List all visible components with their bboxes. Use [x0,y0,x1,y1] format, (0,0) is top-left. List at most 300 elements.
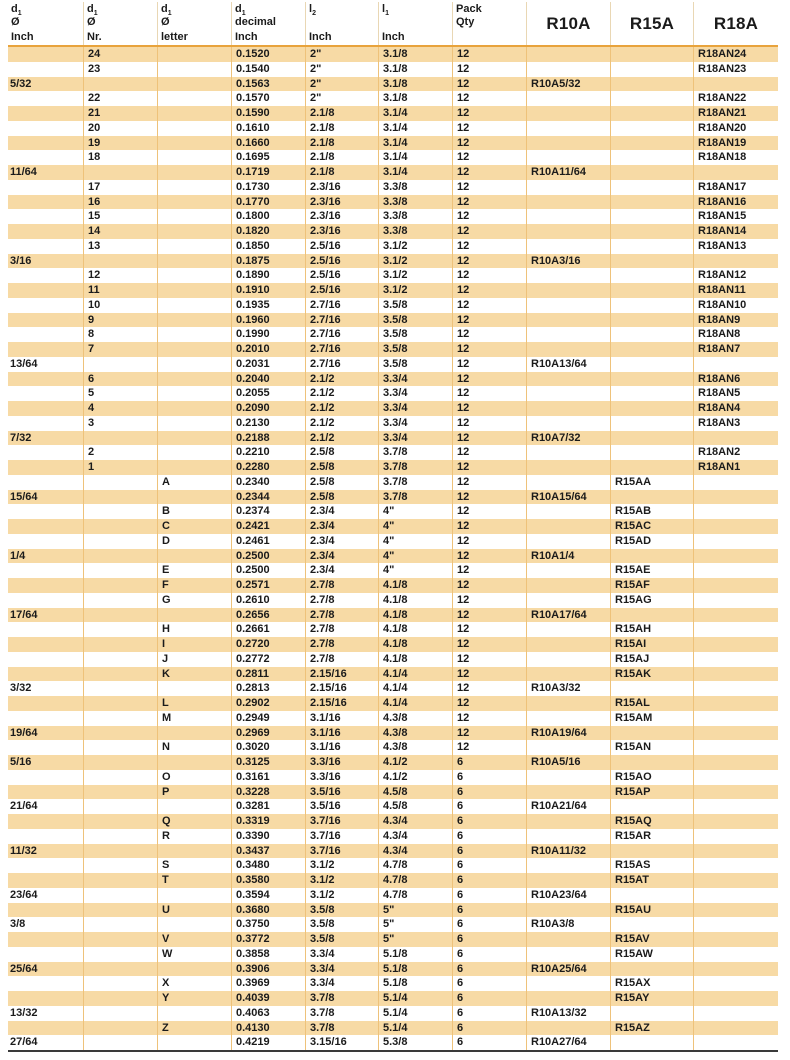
cell-r10a [526,313,610,328]
table-row [8,799,778,814]
cell-pack_qty: 12 [452,593,526,608]
cell-l2_inch: 3.15/16 [305,1035,378,1050]
cell-r10a [526,991,610,1006]
cell-d1_decimal: 0.2969 [231,726,305,741]
cell-r15a: R15AW [610,947,693,962]
cell-d1_inch: 5/16 [10,756,32,768]
cell-r18a [693,608,778,623]
cell-d1_letter [157,608,231,623]
cell-l1_inch: 4.3/8 [378,740,452,755]
cell-r15a [610,136,693,151]
table-row [8,785,778,800]
cell-d1_nr [83,549,157,564]
cell-l2_inch: 3.3/4 [305,962,378,977]
cell-r10a [526,858,610,873]
cell-d1_nr [83,755,157,770]
cell-r15a [610,254,693,269]
cell-r10a [526,150,610,165]
cell-pack_qty: 12 [452,490,526,505]
cell-d1_nr [83,593,157,608]
cell-r10a [526,268,610,283]
cell-r18a: R18AN21 [693,106,778,121]
cell-r18a: R18AN18 [693,150,778,165]
cell-d1_letter: L [157,696,231,711]
cell-r15a [610,209,693,224]
cell-pack_qty: 6 [452,932,526,947]
header-diameter-icon: Ø [161,16,170,28]
cell-d1_decimal: 0.1960 [231,313,305,328]
cell-pack_qty: 12 [452,578,526,593]
cell-d1_letter [157,490,231,505]
cell-pack_qty: 12 [452,239,526,254]
col-header-d1-decimal [231,2,305,45]
cell-d1_inch [8,62,83,77]
cell-pack_qty: 12 [452,622,526,637]
cell-l1_inch: 4.1/8 [378,637,452,652]
cell-r10a [526,873,610,888]
cell-d1_nr: 14 [83,224,157,239]
cell-d1_nr [83,844,157,859]
cell-l1_inch: 3.7/8 [378,475,452,490]
cell-r18a [693,991,778,1006]
cell-d1_nr [83,888,157,903]
cell-r18a [693,357,778,372]
table-row [8,62,778,77]
table-row [8,386,778,401]
cell-pack_qty: 12 [452,298,526,313]
cell-pack_qty: 12 [452,563,526,578]
cell-r10a [526,416,610,431]
cell-r10a [526,711,610,726]
cell-d1_letter [157,268,231,283]
cell-d1_nr [83,534,157,549]
cell-l2_inch: 2.1/8 [305,121,378,136]
cell-r18a [693,637,778,652]
cell-d1_inch [8,283,83,298]
cell-d1_inch: 1/4 [10,549,26,562]
table-row [8,165,778,180]
cell-l1_inch: 4.1/2 [378,770,452,785]
cell-l2_inch: 3.5/8 [305,932,378,947]
table-row [8,195,778,210]
cell-pack_qty: 12 [452,445,526,460]
cell-l1_inch: 4" [378,504,452,519]
header-label: Qty [456,16,475,28]
cell-d1_inch [8,121,83,136]
cell-r18a [693,829,778,844]
cell-pack_qty: 12 [452,667,526,682]
cell-r18a [693,534,778,549]
cell-d1_nr [83,711,157,726]
cell-d1_inch [8,504,83,519]
cell-r18a [693,593,778,608]
cell-r15a [610,844,693,859]
cell-r18a [693,888,778,903]
cell-d1_decimal: 0.1719 [231,165,305,180]
cell-r15a [610,91,693,106]
cell-r15a: R15AV [610,932,693,947]
cell-l2_inch: 2.1/8 [305,136,378,151]
cell-d1_nr: 5 [83,386,157,401]
cell-r18a [693,962,778,977]
cell-r18a [693,770,778,785]
cell-d1_letter: I [157,637,231,652]
cell-pack_qty: 6 [452,1035,526,1050]
cell-r10a: R10A11/64 [526,165,610,180]
cell-l1_inch: 3.5/8 [378,298,452,313]
cell-r18a: R18AN20 [693,121,778,136]
cell-d1_letter [157,372,231,387]
table-row [8,593,778,608]
cell-l2_inch: 2.5/16 [305,239,378,254]
cell-d1_nr [83,608,157,623]
cell-l1_inch: 3.1/2 [378,254,452,269]
cell-r18a [693,563,778,578]
cell-r10a: R10A5/32 [526,77,610,92]
cell-l2_inch: 2" [305,91,378,106]
cell-d1_inch: 23/64 [10,888,38,901]
cell-r18a [693,858,778,873]
cell-l1_inch: 5.1/8 [378,962,452,977]
cell-d1_decimal: 0.1540 [231,62,305,77]
cell-d1_decimal: 0.2210 [231,445,305,460]
cell-r18a [693,578,778,593]
cell-d1_decimal: 0.2610 [231,593,305,608]
table-row [8,1021,778,1036]
table-row [8,711,778,726]
cell-d1_letter [157,401,231,416]
table-row [8,136,778,151]
cell-d1_inch [8,637,83,652]
cell-r10a [526,785,610,800]
cell-d1_letter [157,1035,231,1050]
cell-d1_inch [8,239,83,254]
table-row [8,962,778,977]
cell-r10a: R10A1/4 [526,549,610,564]
cell-d1_inch [8,593,83,608]
cell-r18a [693,785,778,800]
cell-d1_nr: 21 [83,106,157,121]
cell-d1_nr: 19 [83,136,157,151]
cell-r15a [610,1035,693,1050]
cell-d1_inch [8,652,83,667]
cell-d1_decimal: 0.2340 [231,475,305,490]
table-header-row [8,2,778,47]
cell-r18a: R18AN11 [693,283,778,298]
cell-l1_inch: 3.3/4 [378,431,452,446]
cell-r18a [693,475,778,490]
cell-r15a [610,1006,693,1021]
header-symbol: $d_1$ [161,3,172,18]
cell-r15a [610,888,693,903]
cell-d1_inch [8,770,83,785]
cell-r18a: R18AN6 [693,372,778,387]
cell-l1_inch: 3.7/8 [378,445,452,460]
cell-r10a [526,47,610,62]
cell-l1_inch: 3.3/8 [378,209,452,224]
cell-l2_inch: 2.3/16 [305,209,378,224]
cell-l2_inch: 2.7/8 [305,608,378,623]
cell-d1_letter [157,62,231,77]
cell-l2_inch: 3.3/16 [305,770,378,785]
cell-d1_letter [157,121,231,136]
cell-d1_decimal: 0.2421 [231,519,305,534]
cell-r10a [526,475,610,490]
cell-r18a [693,696,778,711]
cell-l2_inch: 2.5/16 [305,254,378,269]
cell-d1_letter [157,342,231,357]
cell-r18a [693,681,778,696]
cell-d1_nr [83,519,157,534]
table-row [8,844,778,859]
cell-l1_inch: 4.1/8 [378,578,452,593]
cell-d1_nr: 7 [83,342,157,357]
cell-d1_decimal: 0.1563 [231,77,305,92]
cell-pack_qty: 6 [452,962,526,977]
cell-r10a [526,121,610,136]
cell-pack_qty: 12 [452,77,526,92]
cell-d1_inch [8,475,83,490]
cell-d1_decimal: 0.2188 [231,431,305,446]
cell-pack_qty: 12 [452,224,526,239]
cell-l1_inch: 4.7/8 [378,858,452,873]
cell-l1_inch: 5.1/8 [378,947,452,962]
cell-d1_inch [8,563,83,578]
cell-d1_letter: D [157,534,231,549]
cell-d1_letter [157,445,231,460]
table-row [8,180,778,195]
cell-d1_nr [83,829,157,844]
cell-d1_decimal: 0.4063 [231,1006,305,1021]
cell-d1_nr: 23 [83,62,157,77]
cell-d1_letter: P [157,785,231,800]
cell-r10a [526,534,610,549]
table-row [8,357,778,372]
cell-d1_inch: 27/64 [10,1036,38,1049]
cell-d1_decimal: 0.2130 [231,416,305,431]
table-row [8,917,778,932]
cell-l1_inch: 3.1/2 [378,283,452,298]
cell-r10a [526,696,610,711]
cell-d1_inch [8,47,83,62]
cell-l1_inch: 4.1/8 [378,593,452,608]
cell-r15a: R15AY [610,991,693,1006]
cell-r10a [526,136,610,151]
cell-l1_inch: 5.1/4 [378,1021,452,1036]
cell-r18a [693,652,778,667]
cell-l2_inch: 2.7/16 [305,298,378,313]
cell-l2_inch: 3.7/8 [305,1021,378,1036]
cell-d1_nr: 15 [83,209,157,224]
cell-r15a [610,917,693,932]
cell-d1_nr [83,652,157,667]
cell-r15a [610,799,693,814]
cell-d1_nr: 24 [83,47,157,62]
col-header-pack-qty [452,2,526,45]
cell-d1_letter: A [157,475,231,490]
cell-pack_qty: 12 [452,475,526,490]
cell-r10a [526,209,610,224]
cell-l2_inch: 3.1/2 [305,858,378,873]
cell-r10a: R10A21/64 [526,799,610,814]
cell-r15a: R15AP [610,785,693,800]
cell-l1_inch: 4.1/8 [378,622,452,637]
table-row [8,401,778,416]
cell-d1_decimal: 0.2571 [231,578,305,593]
cell-pack_qty: 12 [452,386,526,401]
cell-d1_letter [157,195,231,210]
cell-d1_inch: 17/64 [10,608,38,621]
cell-d1_inch: 3/8 [10,918,26,931]
cell-r18a [693,917,778,932]
cell-r10a: R10A7/32 [526,431,610,446]
table-row [8,313,778,328]
cell-l1_inch: 5.3/8 [378,1035,452,1050]
cell-l1_inch: 4" [378,563,452,578]
cell-r10a [526,298,610,313]
cell-l1_inch: 4.3/4 [378,829,452,844]
cell-d1_decimal: 0.1520 [231,47,305,62]
cell-d1_inch [8,534,83,549]
cell-l2_inch: 2.7/16 [305,357,378,372]
cell-d1_inch: 5/32 [10,77,32,90]
cell-r10a [526,283,610,298]
cell-d1_nr: 2 [83,445,157,460]
cell-d1_letter [157,254,231,269]
cell-l1_inch: 4.1/4 [378,681,452,696]
table-row [8,829,778,844]
cell-d1_inch: 11/64 [10,166,37,178]
cell-l2_inch: 3.5/16 [305,799,378,814]
cell-pack_qty: 12 [452,401,526,416]
cell-r18a: R18AN1 [693,460,778,475]
table-row [8,372,778,387]
table-row [8,1035,778,1050]
cell-l2_inch: 3.1/2 [305,873,378,888]
cell-r15a: R15AT [610,873,693,888]
cell-d1_inch [8,460,83,475]
cell-d1_decimal: 0.2344 [231,490,305,505]
cell-l1_inch: 3.3/4 [378,372,452,387]
cell-r18a: R18AN24 [693,47,778,62]
cell-r15a [610,608,693,623]
cell-d1_nr: 3 [83,416,157,431]
cell-l2_inch: 2.1/2 [305,416,378,431]
cell-d1_inch [8,342,83,357]
header-symbol: $d_1$ [235,3,246,18]
table-bottom-rule [8,1050,778,1052]
cell-d1_letter [157,962,231,977]
cell-pack_qty: 12 [452,268,526,283]
cell-r18a: R18AN19 [693,136,778,151]
cell-l1_inch: 3.3/4 [378,401,452,416]
cell-l1_inch: 4.5/8 [378,799,452,814]
cell-l1_inch: 3.1/8 [378,62,452,77]
cell-l1_inch: 4.3/4 [378,844,452,859]
cell-d1_inch [8,209,83,224]
cell-pack_qty: 12 [452,313,526,328]
cell-d1_nr [83,932,157,947]
cell-r15a [610,490,693,505]
cell-l2_inch: 2.1/8 [305,150,378,165]
cell-l2_inch: 2.7/8 [305,637,378,652]
cell-r18a [693,490,778,505]
cell-d1_nr [83,578,157,593]
cell-l2_inch: 2.1/2 [305,401,378,416]
cell-d1_nr [83,696,157,711]
cell-r10a [526,445,610,460]
table-row [8,976,778,991]
cell-r10a [526,593,610,608]
cell-pack_qty: 12 [452,357,526,372]
cell-d1_nr: 17 [83,180,157,195]
cell-d1_decimal: 0.1660 [231,136,305,151]
cell-l1_inch: 3.1/4 [378,136,452,151]
cell-d1_decimal: 0.4039 [231,991,305,1006]
cell-pack_qty: 12 [452,342,526,357]
cell-l2_inch: 3.5/16 [305,785,378,800]
cell-r15a: R15AC [610,519,693,534]
cell-d1_nr [83,77,157,92]
cell-d1_nr [83,622,157,637]
cell-r18a: R18AN3 [693,416,778,431]
cell-r10a: R10A23/64 [526,888,610,903]
cell-d1_nr [83,475,157,490]
cell-d1_decimal: 0.3020 [231,740,305,755]
cell-d1_letter: Y [157,991,231,1006]
cell-d1_letter [157,844,231,859]
cell-d1_inch: 25/64 [10,962,38,975]
table-row [8,342,778,357]
table-row [8,47,778,62]
cell-pack_qty: 12 [452,91,526,106]
cell-l2_inch: 2.1/2 [305,372,378,387]
cell-r10a [526,342,610,357]
cell-pack_qty: 12 [452,165,526,180]
cell-l1_inch: 3.1/2 [378,239,452,254]
cell-r15a: R15AO [610,770,693,785]
cell-d1_nr [83,1021,157,1036]
table-row [8,888,778,903]
cell-pack_qty: 12 [452,372,526,387]
cell-d1_decimal: 0.1800 [231,209,305,224]
cell-l2_inch: 2" [305,62,378,77]
cell-d1_decimal: 0.2656 [231,608,305,623]
cell-r18a: R18AN16 [693,195,778,210]
cell-pack_qty: 6 [452,873,526,888]
cell-d1_inch [8,313,83,328]
cell-d1_nr [83,563,157,578]
cell-pack_qty: 12 [452,416,526,431]
cell-d1_inch [8,829,83,844]
header-label: decimal [235,16,276,28]
cell-d1_letter: E [157,563,231,578]
cell-l2_inch: 3.3/16 [305,755,378,770]
cell-d1_inch [8,386,83,401]
cell-r18a: R18AN8 [693,327,778,342]
table-row [8,327,778,342]
cell-pack_qty: 12 [452,62,526,77]
cell-d1_nr [83,962,157,977]
col-header-d1-inch [8,2,83,45]
cell-l2_inch: 2.5/16 [305,268,378,283]
cell-r15a [610,549,693,564]
cell-r15a [610,47,693,62]
cell-d1_letter: B [157,504,231,519]
cell-r10a: R10A11/32 [526,844,610,859]
cell-r15a [610,386,693,401]
cell-d1_letter [157,549,231,564]
